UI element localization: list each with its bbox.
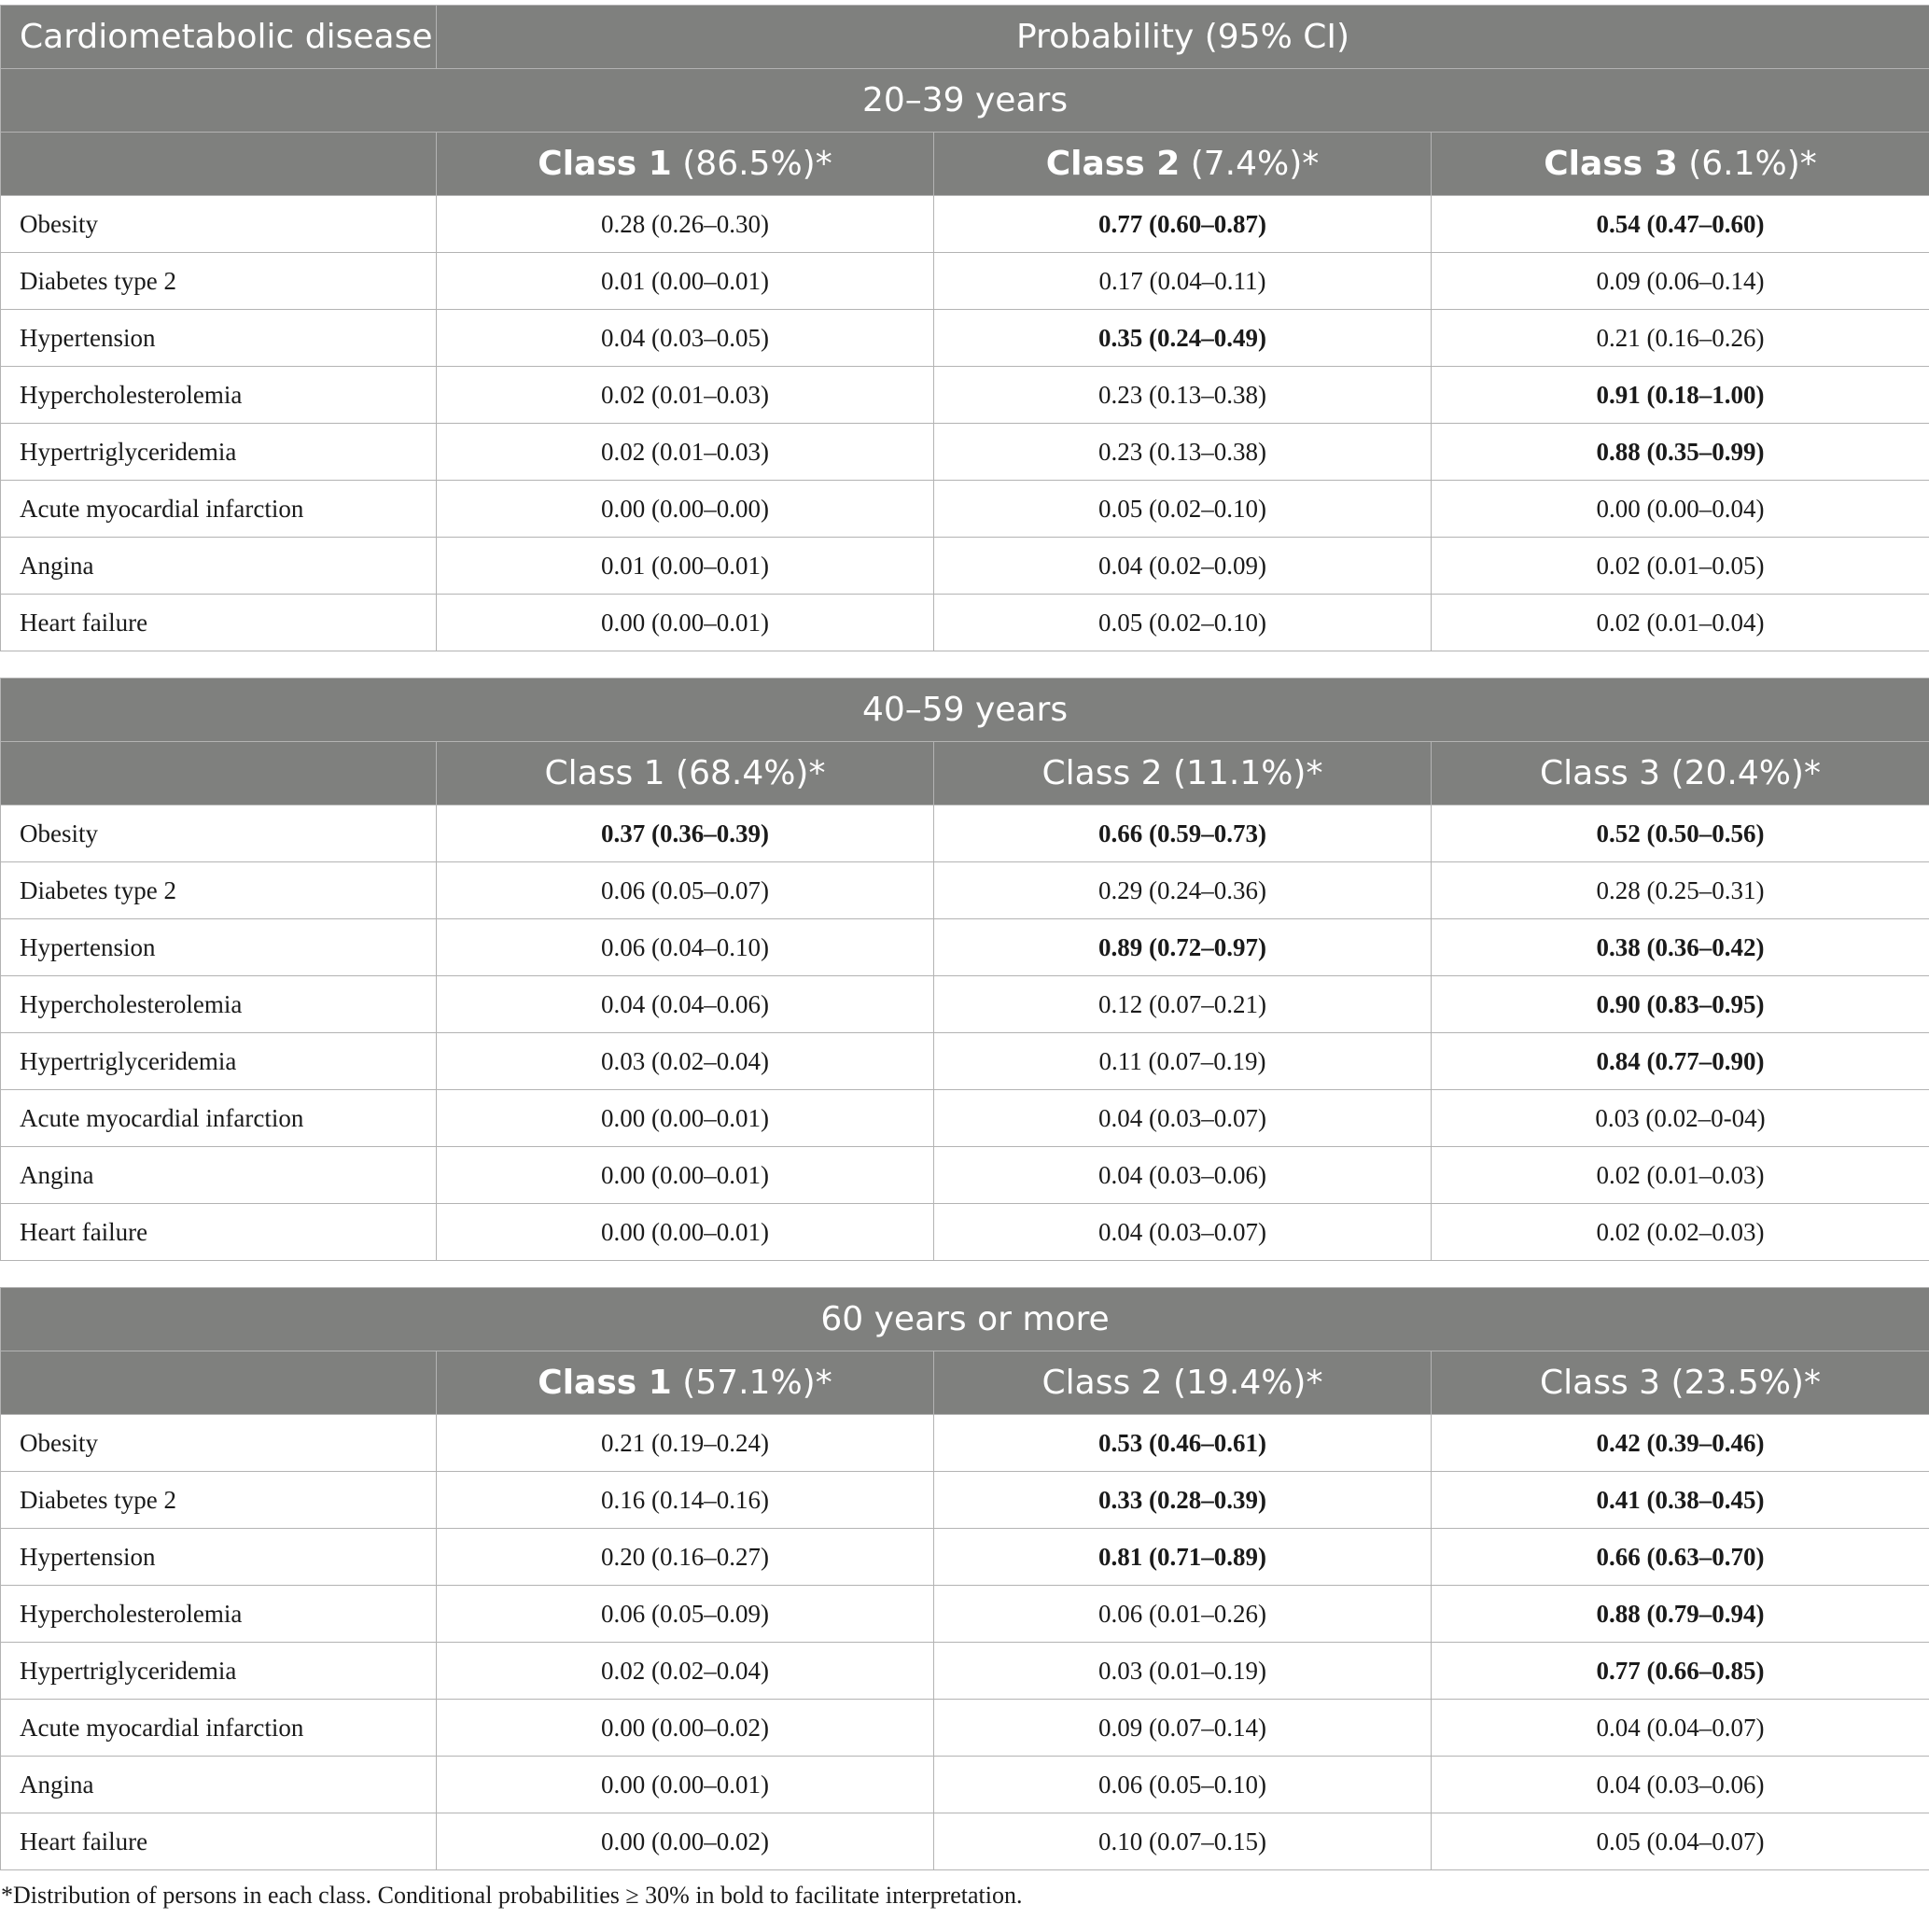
probability-cell: 0.17 (0.04–0.11) — [934, 253, 1432, 310]
class-header-1 — [437, 133, 934, 196]
class-percentage: (57.1%)* — [671, 1364, 832, 1402]
class-header-2 — [934, 133, 1432, 196]
table-row — [1, 1204, 1929, 1261]
table-row — [1, 1090, 1929, 1147]
disease-label: Hypercholesterolemia — [1, 976, 437, 1033]
table-row — [1, 424, 1929, 481]
disease-label: Heart failure — [1, 1204, 437, 1261]
probability-cell: 0.00 (0.00–0.00) — [437, 481, 934, 538]
probability-cell: 0.02 (0.01–0.04) — [1432, 595, 1929, 651]
disease-label: Hypertriglyceridemia — [1, 1033, 437, 1090]
table-row — [1, 1586, 1929, 1643]
section-gap-cell — [1, 651, 1929, 679]
probability-cell: 0.03 (0.02–0.04) — [437, 1033, 934, 1090]
probability-cell: 0.20 (0.16–0.27) — [437, 1529, 934, 1586]
probability-cell: 0.04 (0.04–0.06) — [437, 976, 934, 1033]
probability-cell: 0.41 (0.38–0.45) — [1432, 1472, 1929, 1529]
class-percentage: (86.5%)* — [671, 145, 832, 183]
disease-label: Obesity — [1, 196, 437, 253]
age-group-row — [1, 69, 1929, 133]
probability-cell: 0.01 (0.00–0.01) — [437, 538, 934, 595]
table-row — [1, 196, 1929, 253]
disease-label: Heart failure — [1, 595, 437, 651]
probability-cell: 0.06 (0.04–0.10) — [437, 919, 934, 976]
table-row — [1, 367, 1929, 424]
probability-cell: 0.23 (0.13–0.38) — [934, 367, 1432, 424]
probability-cell: 0.00 (0.00–0.01) — [437, 1757, 934, 1813]
probability-cell: 0.06 (0.05–0.10) — [934, 1757, 1432, 1813]
probability-cell: 0.03 (0.02–0-04) — [1432, 1090, 1929, 1147]
age-group-label: 60 years or more — [1, 1288, 1929, 1351]
disease-label: Hypercholesterolemia — [1, 367, 437, 424]
disease-label: Hypercholesterolemia — [1, 1586, 437, 1643]
section-gap — [1, 1261, 1929, 1288]
class-name: Class 1 — [544, 754, 665, 792]
disease-label: Diabetes type 2 — [1, 862, 437, 919]
probability-cell: 0.04 (0.03–0.05) — [437, 310, 934, 367]
probability-cell: 0.02 (0.01–0.05) — [1432, 538, 1929, 595]
probability-cell: 0.04 (0.03–0.07) — [934, 1090, 1432, 1147]
probability-cell: 0.04 (0.02–0.09) — [934, 538, 1432, 595]
table-row — [1, 538, 1929, 595]
probability-cell: 0.66 (0.63–0.70) — [1432, 1529, 1929, 1586]
class-header-row — [1, 742, 1929, 805]
table-row — [1, 595, 1929, 651]
section-gap-cell — [1, 1261, 1929, 1288]
probability-cell: 0.06 (0.05–0.09) — [437, 1586, 934, 1643]
class-name: Class 3 — [1540, 754, 1661, 792]
class-name: Class 2 — [1045, 145, 1181, 183]
probability-cell: 0.33 (0.28–0.39) — [934, 1472, 1432, 1529]
probability-cell: 0.04 (0.03–0.06) — [1432, 1757, 1929, 1813]
probability-table — [0, 5, 1929, 1870]
disease-label: Heart failure — [1, 1813, 437, 1870]
probability-cell: 0.12 (0.07–0.21) — [934, 976, 1432, 1033]
disease-label: Angina — [1, 538, 437, 595]
probability-cell: 0.16 (0.14–0.16) — [437, 1472, 934, 1529]
probability-cell: 0.02 (0.01–0.03) — [437, 367, 934, 424]
class-header-blank — [1, 1351, 437, 1415]
probability-cell: 0.35 (0.24–0.49) — [934, 310, 1432, 367]
probability-cell: 0.37 (0.36–0.39) — [437, 805, 934, 862]
table-row — [1, 1415, 1929, 1472]
probability-table-container — [0, 5, 1929, 1910]
probability-cell: 0.21 (0.16–0.26) — [1432, 310, 1929, 367]
disease-label: Angina — [1, 1757, 437, 1813]
table-row — [1, 976, 1929, 1033]
table-row — [1, 1033, 1929, 1090]
disease-label: Obesity — [1, 805, 437, 862]
class-percentage: (23.5%)* — [1660, 1364, 1821, 1402]
probability-cell: 0.02 (0.01–0.03) — [437, 424, 934, 481]
probability-cell: 0.04 (0.04–0.07) — [1432, 1700, 1929, 1757]
probability-cell: 0.66 (0.59–0.73) — [934, 805, 1432, 862]
class-header-blank — [1, 133, 437, 196]
table-row — [1, 862, 1929, 919]
probability-cell: 0.54 (0.47–0.60) — [1432, 196, 1929, 253]
class-header-1 — [437, 742, 934, 805]
probability-cell: 0.10 (0.07–0.15) — [934, 1813, 1432, 1870]
disease-label: Hypertension — [1, 1529, 437, 1586]
disease-label: Hypertension — [1, 919, 437, 976]
probability-cell: 0.05 (0.04–0.07) — [1432, 1813, 1929, 1870]
table-row — [1, 1700, 1929, 1757]
disease-label: Acute myocardial infarction — [1, 481, 437, 538]
class-percentage: (7.4%)* — [1180, 145, 1320, 183]
probability-cell: 0.02 (0.02–0.03) — [1432, 1204, 1929, 1261]
class-header-3 — [1432, 742, 1929, 805]
disease-label: Hypertension — [1, 310, 437, 367]
table-row — [1, 1147, 1929, 1204]
probability-cell: 0.06 (0.05–0.07) — [437, 862, 934, 919]
probability-cell: 0.53 (0.46–0.61) — [934, 1415, 1432, 1472]
table-row — [1, 1757, 1929, 1813]
class-header-2 — [934, 742, 1432, 805]
class-header-row — [1, 1351, 1929, 1415]
probability-cell: 0.90 (0.83–0.95) — [1432, 976, 1929, 1033]
probability-cell: 0.03 (0.01–0.19) — [934, 1643, 1432, 1700]
section-gap — [1, 651, 1929, 679]
class-name: Class 2 — [1041, 754, 1163, 792]
table-row — [1, 481, 1929, 538]
disease-label: Angina — [1, 1147, 437, 1204]
disease-label: Acute myocardial infarction — [1, 1700, 437, 1757]
table-row — [1, 919, 1929, 976]
class-header-3 — [1432, 133, 1929, 196]
footnote: *Distribution of persons in each class. Conditional probabilities ≥ 30% in bold to facilitate interpretation. — [1, 1882, 1023, 1909]
table-row — [1, 1813, 1929, 1870]
probability-cell: 0.04 (0.03–0.06) — [934, 1147, 1432, 1204]
class-name: Class 2 — [1041, 1364, 1163, 1402]
class-percentage: (68.4%)* — [664, 754, 826, 792]
disease-label: Diabetes type 2 — [1, 253, 437, 310]
disease-label: Diabetes type 2 — [1, 1472, 437, 1529]
probability-cell: 0.05 (0.02–0.10) — [934, 481, 1432, 538]
table-row — [1, 1643, 1929, 1700]
class-header-row — [1, 133, 1929, 196]
probability-cell: 0.77 (0.66–0.85) — [1432, 1643, 1929, 1700]
probability-cell: 0.00 (0.00–0.02) — [437, 1700, 934, 1757]
probability-cell: 0.21 (0.19–0.24) — [437, 1415, 934, 1472]
class-percentage: (6.1%)* — [1677, 145, 1817, 183]
disease-label: Obesity — [1, 1415, 437, 1472]
probability-cell: 0.00 (0.00–0.02) — [437, 1813, 934, 1870]
table-row — [1, 1529, 1929, 1586]
probability-cell: 0.00 (0.00–0.01) — [437, 595, 934, 651]
probability-cell: 0.09 (0.06–0.14) — [1432, 253, 1929, 310]
probability-cell: 0.01 (0.00–0.01) — [437, 253, 934, 310]
probability-cell: 0.23 (0.13–0.38) — [934, 424, 1432, 481]
probability-cell: 0.84 (0.77–0.90) — [1432, 1033, 1929, 1090]
class-header-1 — [437, 1351, 934, 1415]
probability-cell: 0.09 (0.07–0.14) — [934, 1700, 1432, 1757]
table-header-row — [1, 6, 1929, 69]
table-row — [1, 1472, 1929, 1529]
probability-cell: 0.02 (0.02–0.04) — [437, 1643, 934, 1700]
class-name: Class 3 — [1544, 145, 1678, 183]
probability-cell: 0.28 (0.26–0.30) — [437, 196, 934, 253]
table-row — [1, 805, 1929, 862]
disease-label: Hypertriglyceridemia — [1, 1643, 437, 1700]
probability-cell: 0.88 (0.79–0.94) — [1432, 1586, 1929, 1643]
table-row — [1, 253, 1929, 310]
class-name: Class 1 — [538, 1364, 672, 1402]
probability-cell: 0.00 (0.00–0.01) — [437, 1090, 934, 1147]
probability-cell: 0.00 (0.00–0.01) — [437, 1147, 934, 1204]
age-group-label: 40–59 years — [1, 679, 1929, 742]
class-header-blank — [1, 742, 437, 805]
age-group-label: 20–39 years — [1, 69, 1929, 133]
probability-cell: 0.11 (0.07–0.19) — [934, 1033, 1432, 1090]
column-header-disease: Cardiometabolic disease — [1, 6, 437, 69]
class-name: Class 1 — [538, 145, 672, 183]
class-name: Class 3 — [1540, 1364, 1661, 1402]
probability-cell: 0.04 (0.03–0.07) — [934, 1204, 1432, 1261]
disease-label: Hypertriglyceridemia — [1, 424, 437, 481]
probability-cell: 0.88 (0.35–0.99) — [1432, 424, 1929, 481]
probability-cell: 0.42 (0.39–0.46) — [1432, 1415, 1929, 1472]
class-percentage: (19.4%)* — [1162, 1364, 1323, 1402]
class-header-2 — [934, 1351, 1432, 1415]
probability-cell: 0.52 (0.50–0.56) — [1432, 805, 1929, 862]
probability-cell: 0.05 (0.02–0.10) — [934, 595, 1432, 651]
column-header-probability: Probability (95% CI) — [437, 6, 1929, 69]
probability-cell: 0.00 (0.00–0.01) — [437, 1204, 934, 1261]
probability-cell: 0.06 (0.01–0.26) — [934, 1586, 1432, 1643]
probability-cell: 0.02 (0.01–0.03) — [1432, 1147, 1929, 1204]
disease-label: Acute myocardial infarction — [1, 1090, 437, 1147]
age-group-row — [1, 1288, 1929, 1351]
probability-cell: 0.38 (0.36–0.42) — [1432, 919, 1929, 976]
probability-cell: 0.28 (0.25–0.31) — [1432, 862, 1929, 919]
probability-cell: 0.91 (0.18–1.00) — [1432, 367, 1929, 424]
class-percentage: (20.4%)* — [1660, 754, 1821, 792]
probability-cell: 0.77 (0.60–0.87) — [934, 196, 1432, 253]
probability-cell: 0.00 (0.00–0.04) — [1432, 481, 1929, 538]
probability-cell: 0.29 (0.24–0.36) — [934, 862, 1432, 919]
table-body — [1, 6, 1929, 1870]
probability-cell: 0.81 (0.71–0.89) — [934, 1529, 1432, 1586]
age-group-row — [1, 679, 1929, 742]
probability-cell: 0.89 (0.72–0.97) — [934, 919, 1432, 976]
class-percentage: (11.1%)* — [1162, 754, 1323, 792]
class-header-3 — [1432, 1351, 1929, 1415]
table-row — [1, 310, 1929, 367]
